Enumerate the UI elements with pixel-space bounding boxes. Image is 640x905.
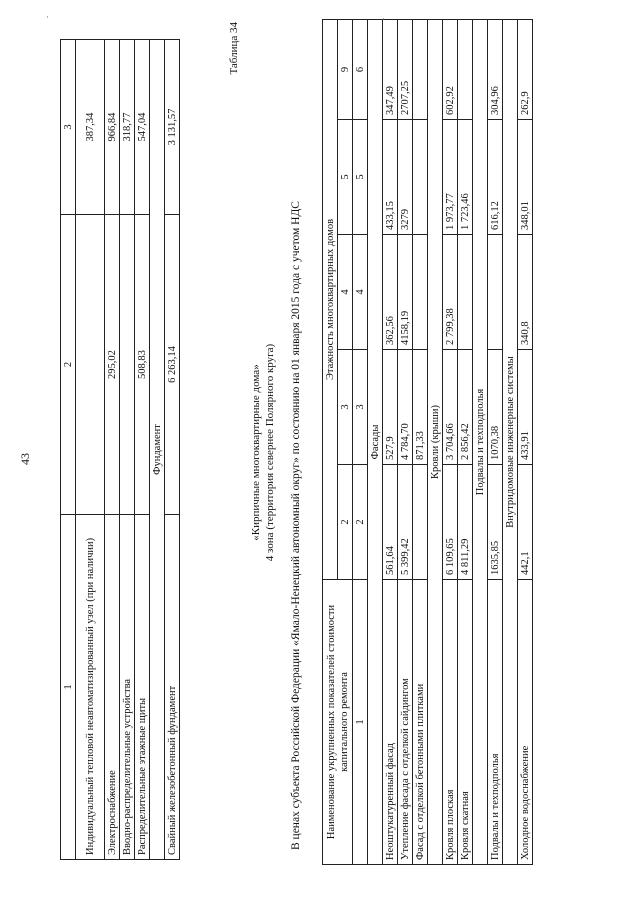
scan-speck: · <box>46 12 49 22</box>
row-name: Утепление фасада с отделкой сайдингом <box>398 580 413 865</box>
floors-header: Этажность многоквартирных домов <box>323 19 338 579</box>
cell-value: 362,56 <box>383 235 398 350</box>
cell-value: 1070,38 <box>488 350 503 465</box>
section-row <box>503 19 518 864</box>
cell-value: 304,96 <box>488 19 503 119</box>
column-number: 1 <box>353 580 368 865</box>
cell-value: 348,01 <box>518 120 533 235</box>
section-title: Подвалы и техподполья <box>473 19 488 864</box>
row-name: Холодное водоснабжение <box>518 580 533 865</box>
cell-value: 433,91 <box>518 350 533 465</box>
row-name: Свайный железобетонный фундамент <box>165 515 180 860</box>
table-row <box>518 19 533 864</box>
cell-value: 1 723,46 <box>458 120 473 235</box>
column-number: 3 <box>353 350 368 465</box>
column-numbers-row <box>353 19 368 864</box>
table-row <box>120 40 135 860</box>
price-basis-note: В ценах субъекта Российской Федерации «Ямало-Ненецкий автономный округ» по состоянию на 01 января 2015 года с учетом НДС <box>290 201 302 850</box>
floor-count: 2 <box>338 465 353 580</box>
column-number: 3 <box>61 40 76 215</box>
cell-value: 295,02 <box>105 215 120 515</box>
floor-count: 5 <box>338 120 353 235</box>
cell-value <box>488 235 503 350</box>
cell-value: 442,1 <box>518 465 533 580</box>
cost-indicators-table <box>322 19 533 865</box>
column-number: 2 <box>353 465 368 580</box>
scan-speck: · <box>382 14 385 24</box>
table-row <box>413 19 428 864</box>
table-row <box>458 19 473 864</box>
cell-value: 547,04 <box>135 40 150 215</box>
section-title: Внутридомовые инженерные системы <box>503 19 518 864</box>
cell-value: 3 704,66 <box>443 350 458 465</box>
cell-value: 4 811,29 <box>458 465 473 580</box>
row-name: Подвалы и техподполья <box>488 580 503 865</box>
cell-value: 508,83 <box>135 215 150 515</box>
cell-value: 2 799,38 <box>443 235 458 350</box>
column-number: 4 <box>353 235 368 350</box>
page-number: 43 <box>18 453 32 465</box>
cell-value: 318,77 <box>120 40 135 215</box>
section-row <box>150 40 165 860</box>
table-number: Таблица 34 <box>228 22 240 75</box>
row-name: Кровля плоская <box>443 580 458 865</box>
row-name: Электроснабжение <box>105 515 120 860</box>
column-number: 5 <box>353 120 368 235</box>
section-row <box>473 19 488 864</box>
column-number: 2 <box>61 215 76 515</box>
cell-value: 561,64 <box>383 465 398 580</box>
cell-value: 387,34 <box>76 40 105 215</box>
name-column-header: Наименование укрупненных показателей стоимости капитального ремонта <box>323 580 353 865</box>
table-row <box>488 19 503 864</box>
cell-value: 347,49 <box>383 19 398 119</box>
cell-value <box>413 465 428 580</box>
cell-value <box>458 235 473 350</box>
cell-value: 966,84 <box>105 40 120 215</box>
table-row <box>105 40 120 860</box>
section-title: Фундамент <box>150 40 165 860</box>
cell-value: 616,12 <box>488 120 503 235</box>
cell-value: 262,9 <box>518 19 533 119</box>
cell-value: 6 109,65 <box>443 465 458 580</box>
floor-count: 4 <box>338 235 353 350</box>
floor-count: 9 <box>338 19 353 119</box>
cell-value: 6 263,14 <box>165 215 180 515</box>
table-header-row <box>61 40 76 860</box>
table-caption-title: «Кирпичные многоквартирные дома» <box>250 364 262 541</box>
table-row <box>135 40 150 860</box>
table-row <box>398 19 413 864</box>
table-row <box>383 19 398 864</box>
cell-value: 4158,19 <box>398 235 413 350</box>
row-name: Фасад с отделкой бетонными плитками <box>413 580 428 865</box>
row-name: Неоштукатуренный фасад <box>383 580 398 865</box>
cell-value: 602,92 <box>443 19 458 119</box>
cell-value: 5 399,42 <box>398 465 413 580</box>
cell-value: 340,8 <box>518 235 533 350</box>
foundations-table <box>60 39 180 860</box>
cell-value: 2 856,42 <box>458 350 473 465</box>
table-caption-zone: 4 зона (территория севернее Полярного круга) <box>264 343 276 562</box>
table-row <box>76 40 105 860</box>
cell-value: 3279 <box>398 120 413 235</box>
cell-value: 1635,85 <box>488 465 503 580</box>
column-number: 6 <box>353 19 368 119</box>
row-name: Вводно-распределительные устройства <box>120 515 135 860</box>
cell-value <box>413 120 428 235</box>
row-name: Индивидуальный тепловой неавтоматизированный узел (при наличии) <box>76 515 105 860</box>
table-row <box>443 19 458 864</box>
table-row <box>165 40 180 860</box>
section-title: Фасады <box>368 19 383 864</box>
cell-value: 2707,25 <box>398 19 413 119</box>
section-row <box>368 19 383 864</box>
cell-value: 1 973,77 <box>443 120 458 235</box>
cell-value: 527,9 <box>383 350 398 465</box>
floor-count: 3 <box>338 350 353 465</box>
cell-value: 4 784,70 <box>398 350 413 465</box>
cell-value: 3 131,57 <box>165 40 180 215</box>
cell-value <box>76 215 105 515</box>
table-header-row <box>323 19 338 864</box>
row-name: Распределительные этажные щиты <box>135 515 150 860</box>
cell-value: 871,33 <box>413 350 428 465</box>
section-title: Кровли (крыши) <box>428 19 443 864</box>
column-number: 1 <box>61 515 76 860</box>
cell-value <box>458 19 473 119</box>
cell-value <box>120 215 135 515</box>
section-row <box>428 19 443 864</box>
cell-value: 433,15 <box>383 120 398 235</box>
row-name: Кровля скатная <box>458 580 473 865</box>
cell-value <box>413 235 428 350</box>
cell-value <box>413 19 428 119</box>
